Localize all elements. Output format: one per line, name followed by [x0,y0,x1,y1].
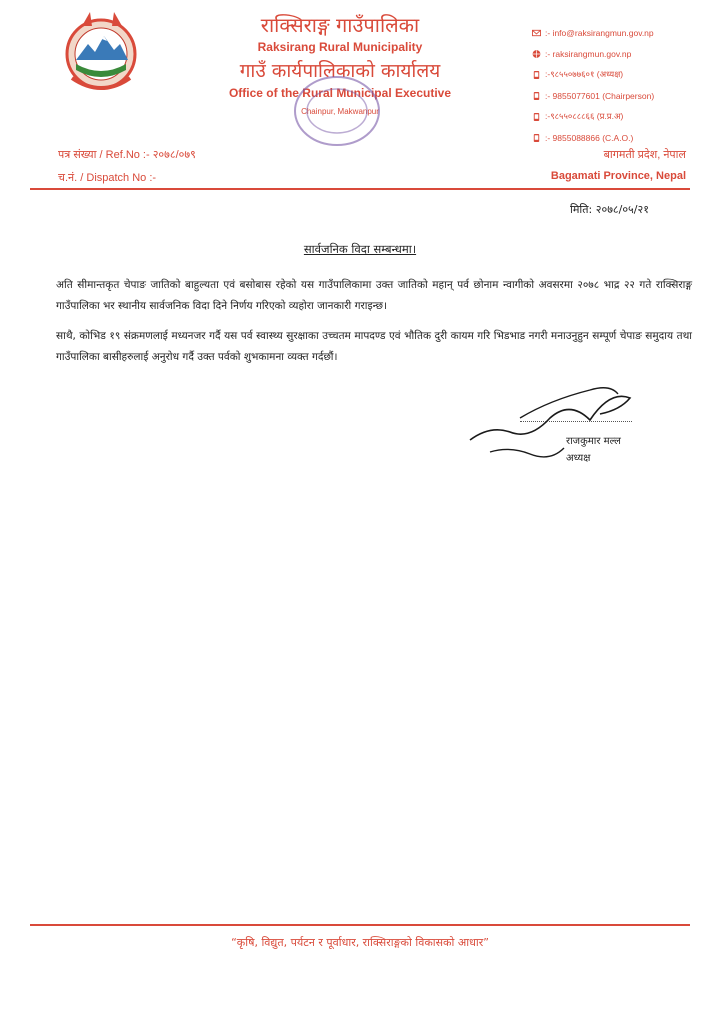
phone-icon [532,112,541,122]
municipality-name-en: Raksirang Rural Municipality [257,40,423,54]
contact-website[interactable] [532,43,712,64]
body-paragraph-2: साथै, कोभिड १९ संक्रमणलाई मध्यनजर गर्दै यस पर्व स्वास्थ्य सुरक्षाका उच्चतम मापदण्ड एवं भौतिक दुरी कायम गरि भिडभाड नगरी मनाउनुहुन सम्पूर्ण चेपाङ समुदाय तथा गाउँपालिका बासीहरुलाई अनुरोध गर्दै उक्त पर्वको शुभकामना व्यक्त गर्दछौं। [56,330,692,363]
municipality-name-np: राक्सिराङ्ग गाउँपालिका [260,13,420,37]
subject-text: सार्वजनिक विदा सम्बन्धमा। [303,242,417,256]
signatory-name: राजकुमार मल्ल [566,436,621,447]
contact-phone[interactable] [532,85,712,106]
body-paragraph-1: अति सीमान्तकृत चेपाङ जातिको बाहुल्यता एवं बसोबास रहेको यस गाउँपालिकामा उक्त जातिको महान् पर्व छोनाम न्वागीको अवसरमा २०७८ भाद्र २२ गते राक्सिराङ्ग गाउँपालिका भर स्थानीय सार्वजनिक विदा दिने निर्णय गरिएको व्यहोरा जानकारी गराइन्छ। [56,279,692,312]
signature-line [520,421,632,422]
office-name-en: Office of the Rural Municipal Executive [228,86,452,100]
contact-phone[interactable] [532,127,712,148]
phone-icon [532,133,541,143]
header-divider [30,188,690,190]
letter-subject [0,238,720,257]
contact-text: :- raksirangmun.gov.np [545,48,632,59]
contact-list [532,22,712,148]
contact-text: :- 9855088866 (C.A.O.) [545,132,634,143]
letterhead [0,0,720,190]
contact-phone[interactable] [532,64,712,85]
contact-email[interactable] [532,22,712,43]
contact-text: :-९८५५०७७६०१ (अध्यक्ष) [545,69,624,79]
contact-phone[interactable] [532,106,712,127]
office-stamp-icon [282,66,392,156]
office-address: Chainpur, Makwanpur [301,107,379,116]
email-icon [532,28,541,38]
contact-text: :- 9855077601 (Chairperson) [545,90,655,101]
dispatch-number: च.नं. / Dispatch No :- [58,172,157,184]
contact-text: :- info@raksirangmun.gov.np [545,27,654,38]
phone-icon [532,91,541,101]
phone-icon [532,70,541,80]
footer-slogan: “कृषि, विद्युत, पर्यटन र पूर्वाधार, राक्सिराङ्गको विकासको आधार” [231,936,489,949]
reference-number: पत्र संख्या / Ref.No :- २०७८/०७९ [58,149,196,161]
office-name-np: गाउँ कार्यपालिकाको कार्यालय [239,60,441,82]
signatory-title: अध्यक्ष [566,453,591,464]
footer-divider [30,924,690,926]
contact-text: :-९८५५०८८८६६ (प्र.प्र.अ) [545,111,624,121]
globe-icon [532,49,541,59]
province-np: बागमती प्रदेश, नेपाल [603,149,686,161]
province-en: Bagamati Province, Nepal [550,170,686,182]
nepal-emblem-icon [62,8,140,98]
letter-date: मिति: २०७८/०५/२१ [570,203,649,216]
